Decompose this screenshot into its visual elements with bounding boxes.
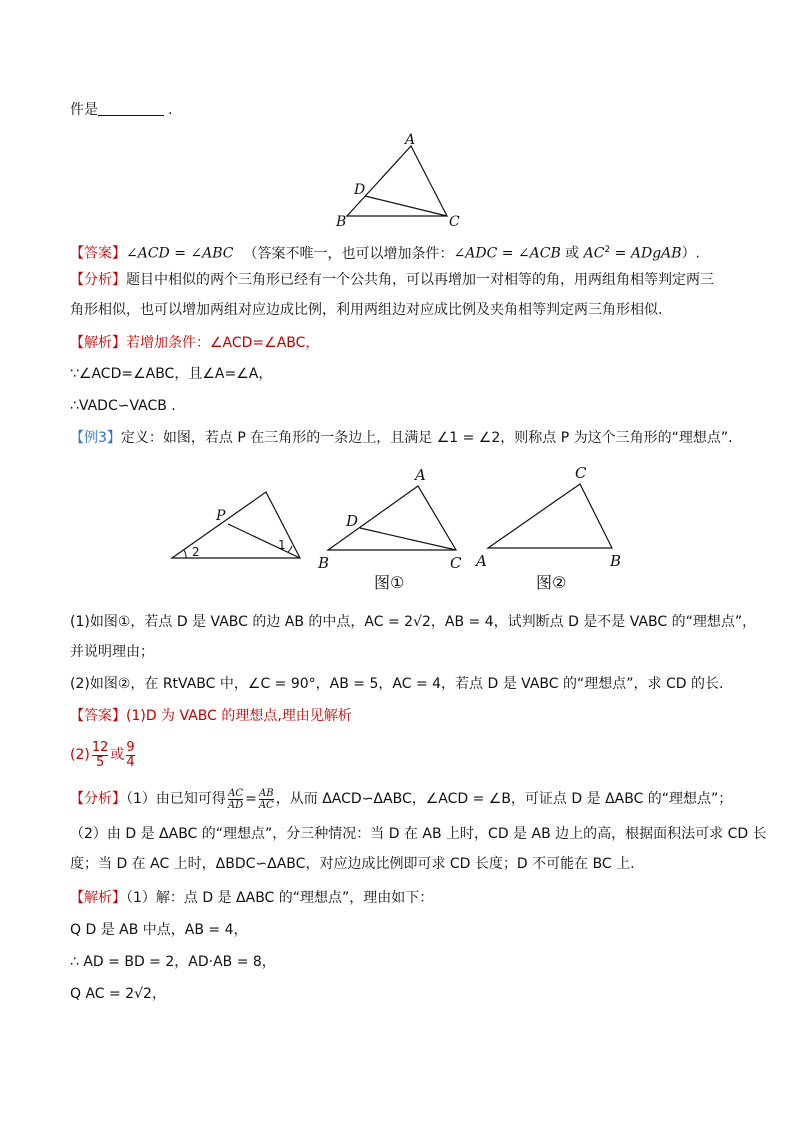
answer-note-close: ）. xyxy=(681,245,701,262)
question-tail xyxy=(70,100,172,120)
fig1-label-d: D xyxy=(346,512,359,530)
fraction-ab-ac xyxy=(259,788,274,811)
analysis-2-line-1 xyxy=(70,784,732,814)
answer-or: 或 xyxy=(560,245,584,262)
answer-2-part-2-prefix: (2) xyxy=(70,747,90,763)
fraction-9-4 xyxy=(126,741,134,770)
answer-main: ∠ACD = ∠ABC xyxy=(126,245,234,262)
fraction-ac-ad xyxy=(228,788,243,811)
figure-row xyxy=(160,460,640,600)
question-tail-end: . xyxy=(168,102,173,118)
analysis-1-line-2: 角形相似，也可以增加两组对应边成比例，利用两组边对应成比例及夹角相等判定两三角形相似. xyxy=(70,302,663,318)
solution-2-text-1: （1）解：点 D 是 ΔABC 的“理想点”，理由如下： xyxy=(126,890,434,906)
solution-2-line-4: Q AC = 2√2， xyxy=(70,986,166,1002)
fraction-ab-ac-num: AB xyxy=(259,787,274,799)
fig1-label-c: C xyxy=(450,554,462,572)
solution-tag: 【解析】 xyxy=(70,335,126,351)
analysis-2-tag: 【分析】 xyxy=(70,791,126,807)
definition-figure xyxy=(172,492,300,559)
vertex-label-c: C xyxy=(449,214,460,230)
fig2-caption: 图② xyxy=(536,573,567,592)
answer-sup: 2 xyxy=(604,245,611,255)
fraction-9-4-den: 4 xyxy=(126,754,135,770)
answer-cond-2b: = ADgAB xyxy=(610,245,682,262)
answer-2-line-1 xyxy=(70,706,352,726)
fig2-label-a: A xyxy=(476,552,487,570)
solution-text-1: 若增加条件：∠ACD=∠ABC， xyxy=(126,335,320,351)
analysis-text-1: 题目中相似的两个三角形已经有一个公共角，可以再增加一对相等的角，用两组角相等判定两三 xyxy=(126,272,714,288)
fraction-9-4-num: 9 xyxy=(126,739,135,755)
answer-2-line-2 xyxy=(70,740,137,770)
fig1-label-b: B xyxy=(318,554,330,572)
fraction-12-5-num: 12 xyxy=(91,739,109,755)
analysis-2-text-b: ，从而 ΔACD∽ΔABC，∠ACD = ∠B，可证点 D 是 ΔABC 的“理想点”； xyxy=(275,791,733,807)
example-text: 定义：如图，若点 P 在三角形的一条边上，且满足 ∠1 = ∠2，则称点 P 为这个三角形的“理想点”. xyxy=(120,430,733,446)
answer-2-tag: 【答案】 xyxy=(70,708,126,724)
analysis-2-text-a: （1）由已知可得 xyxy=(126,791,226,807)
answer-cond-2a: AC xyxy=(583,245,605,262)
answer-2-or: 或 xyxy=(110,747,125,763)
solution-1-line-1 xyxy=(70,333,319,353)
solution-2-line-3: ∴ AD = BD = 2，AD·AB = 8， xyxy=(70,954,276,970)
angle-label-2: 2 xyxy=(192,545,200,559)
answer-tag: 【答案】 xyxy=(70,245,126,262)
fraction-12-5-den: 5 xyxy=(95,754,105,770)
solution-2-line-1 xyxy=(70,888,433,908)
fig1-caption: 图① xyxy=(374,573,405,592)
question-tail-text: 件是 xyxy=(70,102,98,118)
question-2: (2)如图②，在 RtVABC 中，∠C = 90°，AB = 5，AC = 4，若点 D 是 VABC 的“理想点”，求 CD 的长. xyxy=(70,676,724,692)
triangle-figure-top xyxy=(325,128,475,232)
fraction-ac-ad-num: AC xyxy=(228,787,243,799)
example-3 xyxy=(70,428,733,448)
analysis-2-line-3: 度；当 D 在 AC 上时，ΔBDC∽ΔABC，对应边成比例即可求 CD 长度；D 不可能在 BC 上. xyxy=(70,856,635,872)
vertex-label-a: A xyxy=(405,132,416,148)
solution-1-line-2: ∵∠ACD=∠ABC，且∠A=∠A， xyxy=(70,366,273,382)
angle-label-1: 1 xyxy=(278,538,286,552)
fig2-label-b: B xyxy=(610,552,622,570)
fraction-ac-ad-den: AD xyxy=(227,799,244,811)
point-label-d: D xyxy=(354,182,366,198)
answer-note-open: （答案不唯一，也可以增加条件： xyxy=(243,245,454,262)
point-label-p: P xyxy=(216,508,226,524)
example-tag: 【例3】 xyxy=(70,430,121,446)
fig1-label-a: A xyxy=(415,466,426,484)
analysis-2-line-2: （2）由 D 是 ΔABC 的“理想点”，分三种情况：当 D 在 AB 上时，CD 是 AB 边上的高，根据面积法可求 CD 长 xyxy=(70,826,767,842)
answer-2-part-1: (1)D 为 VABC 的理想点,理由见解析 xyxy=(126,708,352,724)
fraction-ab-ac-den: AC xyxy=(258,799,274,811)
analysis-tag: 【分析】 xyxy=(70,272,126,288)
fig2-label-c: C xyxy=(575,464,587,482)
figure-1 xyxy=(317,466,462,592)
question-1-line-2: 并说明理由； xyxy=(70,644,154,660)
solution-1-line-3: ∴VADC∽VACB . xyxy=(70,398,176,414)
question-1-line-1: (1)如图①，若点 D 是 VABC 的边 AB 的中点，AC = 2√2，AB = 4，试判断点 D 是不是 VABC 的“理想点”， xyxy=(70,614,757,630)
fraction-12-5 xyxy=(92,741,109,770)
answer-cond-1: ∠ADC = ∠ACB xyxy=(453,245,561,262)
equals-sign: = xyxy=(245,791,257,807)
answer-1 xyxy=(70,240,700,264)
vertex-label-b: B xyxy=(336,214,347,230)
answer-blank xyxy=(98,101,164,116)
figure-2 xyxy=(474,464,621,592)
solution-2-line-2: Q D 是 AB 中点，AB = 4， xyxy=(70,922,248,938)
solution-2-tag: 【解析】 xyxy=(70,890,126,906)
analysis-1-line-1 xyxy=(70,270,714,290)
